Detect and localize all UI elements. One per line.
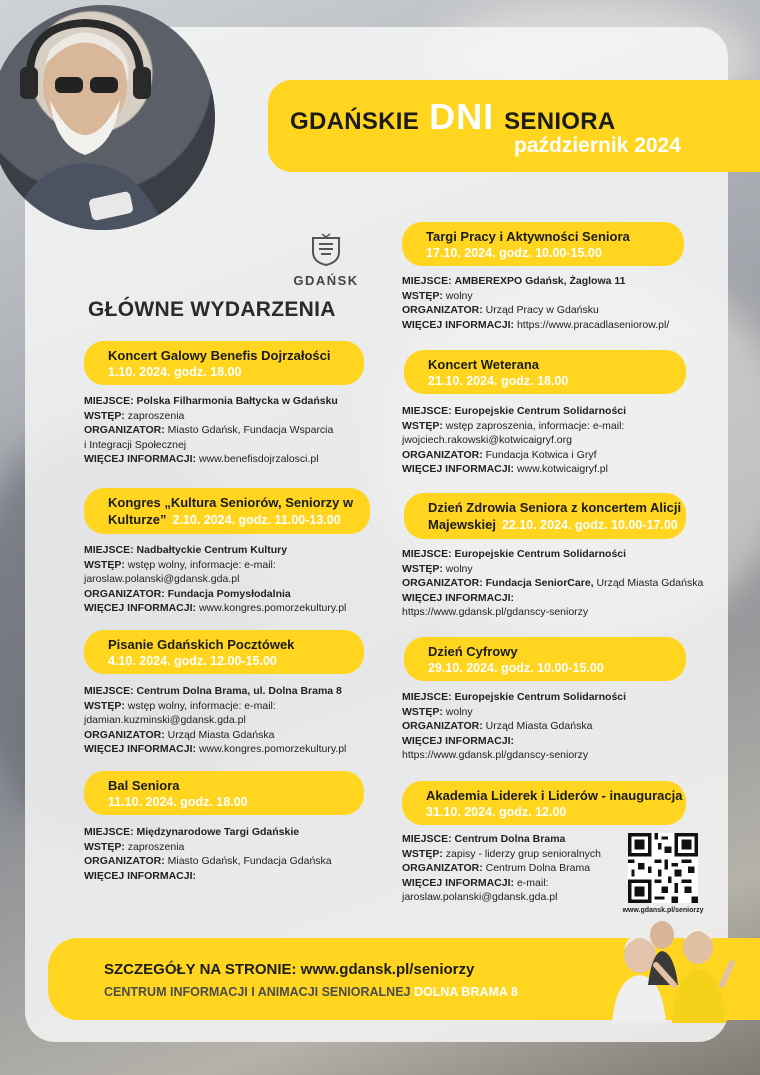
event-info-pocztowki: MIEJSCE: Centrum Dolna Brama, ul. Dolna Brama 8 WSTĘP: wstęp wolny, informacje: e-mail: jdamian.kuzminski@gdansk.gda.pl ORGANIZATOR: Urząd Miasta Gdańska WIĘCEJ INFORMACJI: www.kongres.pomorzekultury.pl	[84, 685, 347, 755]
qr-label: www.gdansk.pl/seniorzy	[622, 907, 704, 914]
event-info-zdrowia: MIEJSCE: Europejskie Centrum Solidarności WSTĘP: wolny ORGANIZATOR: Fundacja SeniorCare, Urząd Miasta Gdańska WIĘCEJ INFORMACJI: https://www.gdansk.pl/gdanscy-seniorzy	[402, 548, 704, 618]
senior-portrait-photo	[0, 5, 215, 230]
event-info-cyfrowy: MIEJSCE: Europejskie Centrum Solidarności WSTĘP: wolny ORGANIZATOR: Urząd Miasta Gdańska WIĘCEJ INFORMACJI: https://www.gdansk.pl/gdanscy-seniorzy	[402, 691, 627, 761]
event-date: 17.10. 2024. godz. 10.00-15.00	[426, 246, 602, 260]
event-title-cont: Majewskiej	[428, 517, 496, 532]
qr-code-icon[interactable]	[628, 833, 698, 903]
event-info-benefis: MIEJSCE: Polska Filharmonia Bałtycka w Gdańsku WSTĘP: zaproszenia ORGANIZATOR: Miasto Gdańsk, Fundacja Wsparcia i Integracji Społecznej WIĘCEJ INFORMACJI: www.benefisdojrzalosci.pl	[84, 395, 338, 465]
event-date: 1.10. 2024. godz. 18.00	[108, 365, 242, 379]
event-title: Bal Seniora	[108, 778, 180, 793]
event-date: 21.10. 2024. godz. 18.00	[428, 374, 569, 388]
event-date: 11.10. 2024. godz. 18.00	[108, 795, 248, 809]
event-pill-kongres	[84, 488, 370, 534]
event-title-cont: Kulturze”	[108, 512, 167, 527]
footer-center-name: CENTRUM INFORMACJI I ANIMACJI SENIORALNEJ	[104, 985, 411, 999]
event-title: Targi Pracy i Aktywności Seniora	[426, 229, 630, 244]
event-title: Akademia Liderek i Liderów - inauguracja	[426, 788, 683, 803]
event-pill-pocztowki	[84, 630, 364, 674]
event-info-bal: MIEJSCE: Międzynarodowe Targi Gdańskie WSTĘP: zaproszenia ORGANIZATOR: Miasto Gdańsk, Fundacja Gdańska WIĘCEJ INFORMACJI:	[84, 826, 332, 882]
event-pill-bal	[84, 771, 364, 815]
title-word-gdanskie: GDAŃSKIE	[290, 108, 420, 135]
footer-center-address: DOLNA BRAMA 8	[413, 985, 518, 999]
event-info-weterana: MIEJSCE: Europejskie Centrum Solidarności WSTĘP: wstęp zaproszenia, informacje: e-mail: jwojciech.rakowski@kotwicaigryf.org ORGANIZATOR: Fundacja Kotwica i Gryf WIĘCEJ INFORMACJI: www.kotwicaigryf.pl	[402, 405, 627, 475]
seniors-group-photo	[600, 905, 735, 1023]
event-date: 22.10. 2024. godz. 10.00-17.00	[501, 518, 678, 532]
event-date: 31.10. 2024. godz. 12.00	[426, 805, 567, 819]
event-date: 29.10. 2024. godz. 10.00-15.00	[428, 661, 604, 675]
event-pill-zdrowia	[404, 493, 686, 539]
event-date: 4.10. 2024. godz. 12.00-15.00	[108, 654, 277, 668]
event-title: Dzień Cyfrowy	[428, 644, 518, 659]
event-title: Pisanie Gdańskich Pocztówek	[108, 637, 295, 652]
event-pill-benefis	[84, 341, 364, 385]
title-word-seniora: SENIORA	[504, 108, 616, 135]
event-pill-cyfrowy	[404, 637, 686, 681]
event-pill-weterana	[404, 350, 686, 394]
poster-month: październik 2024	[514, 134, 681, 157]
logo-text: GDAŃSK	[293, 273, 359, 288]
event-date: 2.10. 2024. godz. 11.00-13.00	[172, 513, 341, 527]
event-info-targi: MIEJSCE: AMBEREXPO Gdańsk, Żaglowa 11 WSTĘP: wolny ORGANIZATOR: Urząd Pracy w Gdańsku WIĘCEJ INFORMACJI: https://www.pracadlaseniorow.pl/	[402, 275, 670, 331]
footer-center-line	[104, 985, 518, 999]
gdansk-logo	[291, 232, 361, 288]
event-info-akademia: MIEJSCE: Centrum Dolna Brama WSTĘP: zapisy - liderzy grup senioralnych ORGANIZATOR: Centrum Dolna Brama WIĘCEJ INFORMACJI: e-mail: jaroslaw.polanski@gdansk.gda.pl	[402, 833, 601, 903]
event-info-kongres: MIEJSCE: Nadbałtyckie Centrum Kultury WSTĘP: wstęp wolny, informacje: e-mail: jaroslaw.polanski@gdansk.gda.pl ORGANIZATOR: Fundacja Pomysłodalnia WIĘCEJ INFORMACJI: www.kongres.pomorzekultury.pl	[84, 544, 347, 614]
main-events-heading: GŁÓWNE WYDARZENIA	[88, 298, 336, 321]
event-pill-targi	[402, 222, 684, 266]
event-title: Koncert Weterana	[428, 357, 540, 372]
event-title: Koncert Galowy Benefis Dojrzałości	[108, 348, 331, 363]
gdansk-crest-icon	[309, 232, 343, 266]
event-title: Kongres „Kultura Seniorów, Seniorzy w	[108, 495, 354, 510]
poster-title	[290, 96, 616, 138]
title-word-dni: DNI	[429, 96, 495, 137]
event-pill-akademia	[402, 781, 686, 825]
event-title: Dzień Zdrowia Seniora z koncertem Alicji	[428, 500, 682, 515]
footer-website-line[interactable]: SZCZEGÓŁY NA STRONIE: www.gdansk.pl/seniorzy	[104, 961, 475, 978]
